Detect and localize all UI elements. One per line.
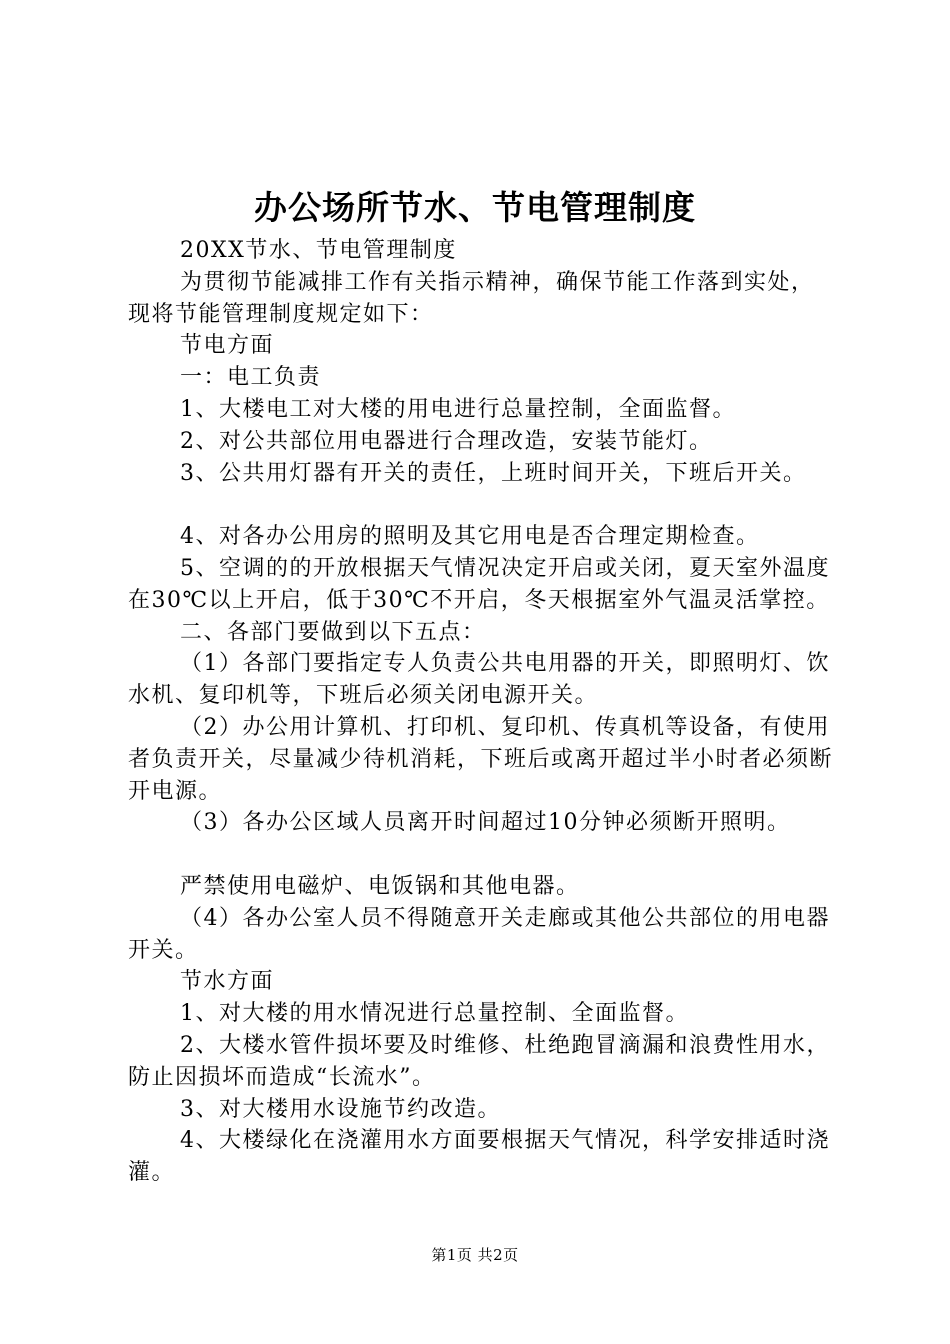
list-item: （4）各办公室人员不得随意开关走廊或其他公共部位的用电器开关。 (128, 905, 830, 963)
list-item: （2）办公用计算机、打印机、复印机、传真机等设备，有使用者负责开关，尽量减少待机消耗，下班后或离开超过半小时者必须断开电源。 (128, 714, 834, 804)
list-item: 5、空调的的开放根据天气情况决定开启或关闭，夏天室外温度在30℃以上开启，低于30℃不开启，冬天根据室外气温灵活掌控。 (128, 555, 830, 613)
section-heading-water: 节水方面 (180, 969, 275, 995)
subsection-departments: 二、各部门要做到以下五点： (180, 619, 486, 645)
document-title: 办公场所节水、节电管理制度 (254, 188, 696, 227)
list-item: 4、大楼绿化在浇灌用水方面要根据天气情况，科学安排适时浇灌。 (128, 1128, 830, 1186)
list-item: 2、对公共部位用电器进行合理改造，安装节能灯。 (180, 428, 713, 454)
paragraph-intro: 为贯彻节能减排工作有关指示精神，确保节能工作落到实处，现将节能管理制度规定如下： (128, 269, 815, 327)
page-number-footer: 第1页 共2页 (431, 1246, 519, 1264)
list-item: 1、大楼电工对大楼的用电进行总量控制，全面监督。 (180, 396, 736, 422)
blank-line (128, 489, 833, 521)
document-body (128, 235, 833, 1189)
section-heading-electricity: 节电方面 (180, 333, 275, 359)
list-item: 4、对各办公用房的照明及其它用电是否合理定期检查。 (180, 524, 760, 550)
list-item: 2、大楼水管件损坏要及时维修、杜绝跑冒滴漏和浪费性用水，防止因损坏而造成“长流水”。 (128, 1032, 830, 1090)
list-item: 严禁使用电磁炉、电饭锅和其他电器。 (180, 873, 580, 899)
list-item: 1、对大楼的用水情况进行总量控制、全面监督。 (180, 1001, 689, 1027)
paragraph-heading: 20XX节水、节电管理制度 (180, 238, 457, 263)
list-item: （3）各办公区域人员离开时间超过10分钟必须断开照明。 (180, 810, 791, 836)
list-item: （1）各部门要指定专人负责公共电用器的开关，即照明灯、饮水机、复印机等，下班后必须关闭电源开关。 (128, 651, 830, 709)
list-item: 3、公共用灯器有开关的责任，上班时间开关，下班后开关。 (180, 460, 807, 486)
list-item: 3、对大楼用水设施节约改造。 (180, 1096, 501, 1122)
subsection-electrician: 一：电工负责 (180, 365, 322, 391)
blank-line (128, 839, 833, 871)
